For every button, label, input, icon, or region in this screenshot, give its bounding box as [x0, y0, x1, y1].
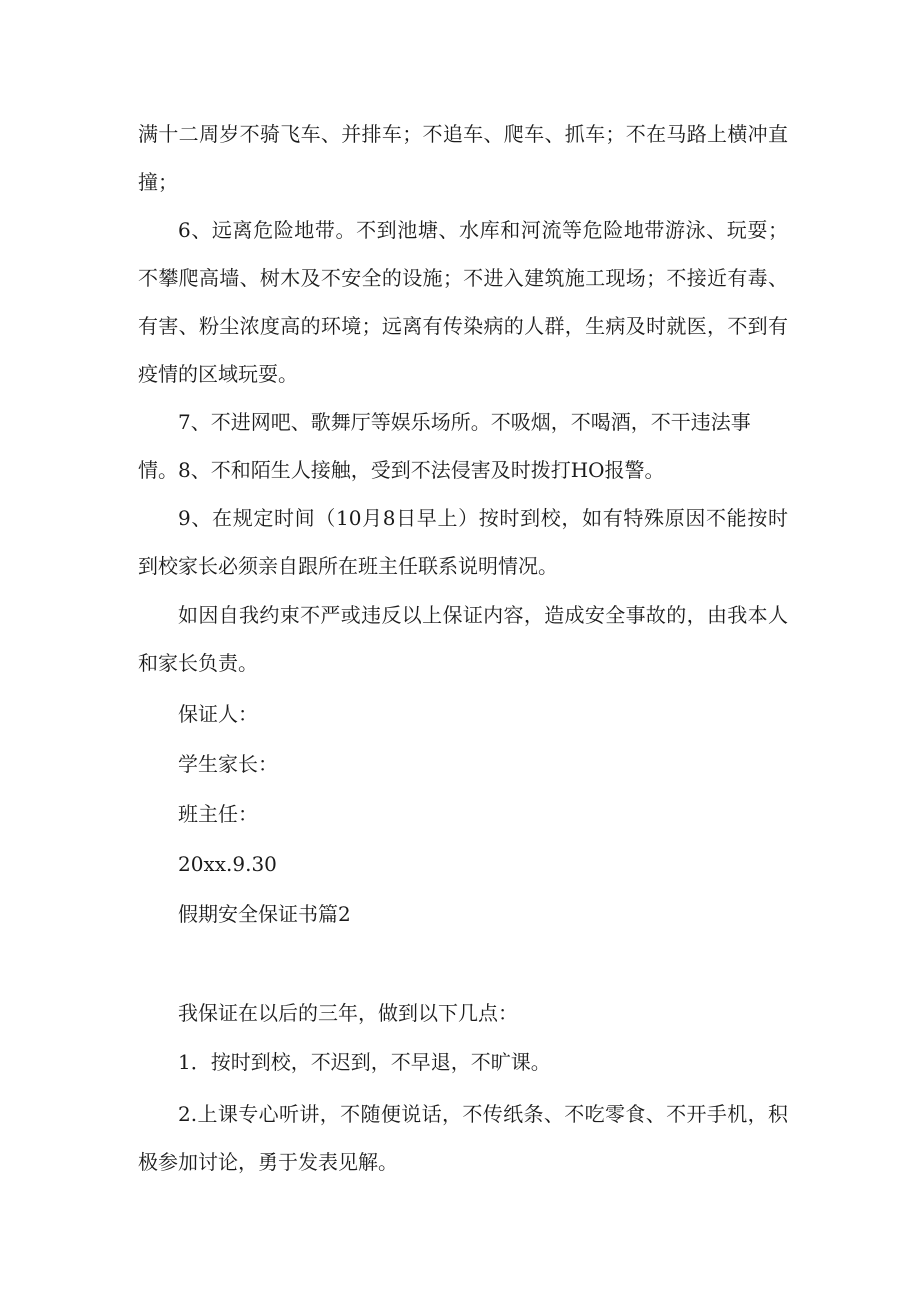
head-teacher-line: 班主任： — [178, 802, 258, 826]
parent-line: 学生家长： — [178, 752, 278, 776]
paragraph-traffic-rules-continued: 满十二周岁不骑飞车、并排车；不追车、爬车、抓车；不在马路上横冲直撞； — [138, 122, 788, 194]
paragraph-item-9: 9、在规定时间（10月8日早上）按时到校，如有特殊原因不能按时到校家长必须亲自跟所在班主任联系说明情况。 — [138, 506, 788, 578]
guarantor-line: 保证人： — [178, 702, 258, 726]
list-item-1: 1．按时到校，不迟到，不早退，不旷课。 — [178, 1050, 551, 1074]
section-title-part-2: 假期安全保证书篇2 — [178, 902, 351, 926]
paragraph-pledge-intro: 我保证在以后的三年，做到以下几点： — [178, 1001, 518, 1025]
paragraph-item-6: 6、远离危险地带。不到池塘、水库和河流等危险地带游泳、玩耍；不攀爬高墙、树木及不安全的设施；不进入建筑施工现场；不接近有毒、有害、粉尘浓度高的环境；远离有传染病的人群，生病及时就医，不到有疫情的区域玩耍。 — [138, 218, 788, 386]
list-item-2: 2.上课专心听讲，不随便说话，不传纸条、不吃零食、不开手机，积极参加讨论，勇于发表见解。 — [138, 1102, 788, 1174]
paragraph-responsibility: 如因自我约束不严或违反以上保证内容，造成安全事故的，由我本人和家长负责。 — [138, 603, 788, 675]
paragraph-item-7: 7、不进网吧、歌舞厅等娱乐场所。不吸烟，不喝酒，不干违法事情。 — [138, 410, 751, 482]
paragraph-item-8: 8、不和陌生人接触，受到不法侵害及时拨打HO报警。 — [178, 458, 665, 482]
date-line: 20xx.9.30 — [178, 852, 277, 876]
